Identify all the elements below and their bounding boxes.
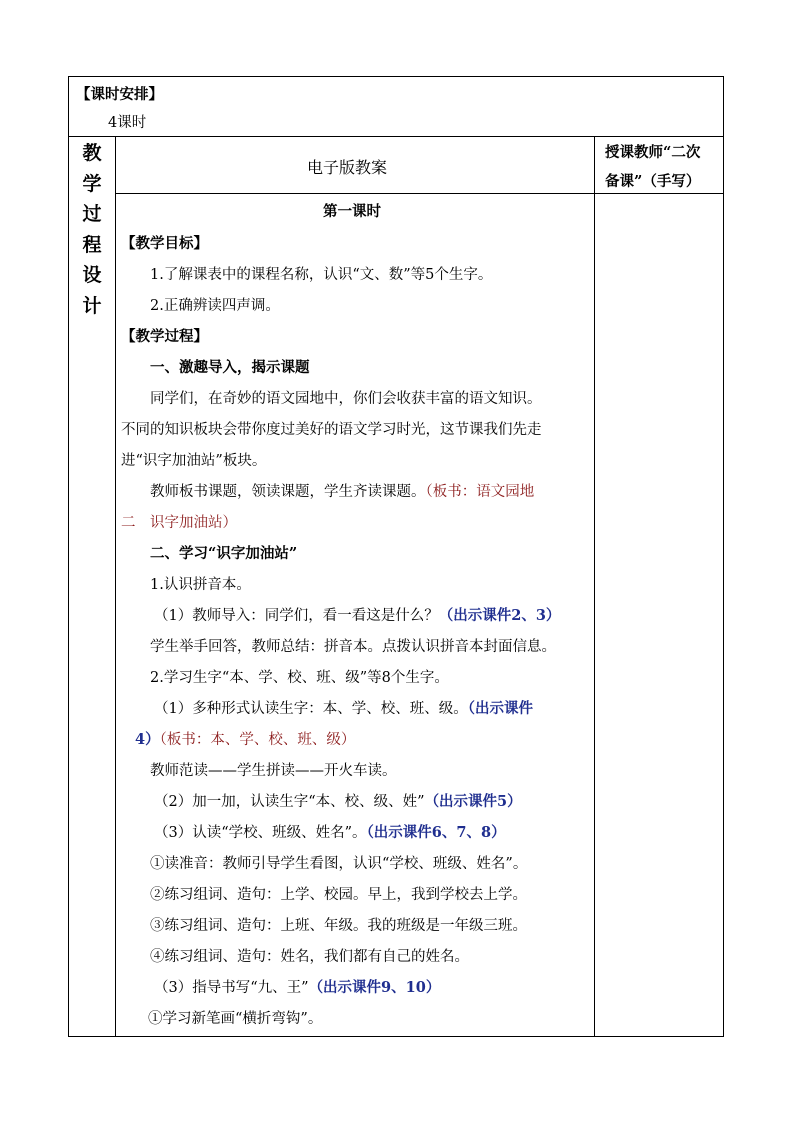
- step-4: ④练习组词、造句：姓名，我们都有自己的姓名。: [150, 949, 469, 965]
- item-2-sub-2: [154, 792, 522, 812]
- part1-board-text: 教师板书课题，领读课题，学生齐读课题。: [150, 484, 426, 500]
- part2-heading: 二、学习“识字加油站”: [150, 545, 298, 562]
- board-writing-note: （板书：语文园地: [425, 484, 535, 500]
- part1-text-line: [150, 482, 534, 502]
- schedule-hours: 4课时: [108, 115, 147, 131]
- stroke-step: ①学习新笔画“横折弯钩”。: [148, 1011, 323, 1027]
- item-text: （3）指导书写“九、王”: [154, 980, 309, 996]
- item-text: （3）认读“学校、班级、姓名”。: [154, 825, 367, 841]
- courseware-note: （出示课件9、10）: [308, 979, 441, 996]
- item-2-sub-3: [154, 823, 506, 843]
- courseware-note: 4）: [135, 731, 160, 748]
- col-divider-right: [594, 136, 595, 1037]
- col-divider-left: [115, 136, 116, 1037]
- board-writing-note: 二 识字加油站）: [121, 515, 237, 531]
- item-1-sub-1-line2: 学生举手回答，教师总结：拼音本。点拨认识拼音本封面信息。: [150, 639, 556, 655]
- item-text: （1）教师导入：同学们，看一看这是什么？: [154, 608, 439, 624]
- item-text: （2）加一加，认读生字“本、校、级、姓”: [154, 794, 425, 810]
- courseware-note: （出示课件2、3）: [438, 607, 561, 624]
- part1-heading: 一、激趣导入，揭示课题: [150, 359, 310, 376]
- side-label-char: 程: [82, 233, 102, 256]
- board-writing-note: （板书：本、学、校、班、级）: [159, 732, 356, 748]
- step-3: ③练习组词、造句：上班、年级。我的班级是一年级三班。: [150, 918, 527, 934]
- section-title: 第一课时: [323, 203, 381, 220]
- step-1: ①读准音：教师引导学生看图，认识“学校、班级、姓名”。: [150, 856, 528, 872]
- goals-heading: 【教学目标】: [121, 235, 208, 252]
- goal-1: 1.了解课表中的课程名称，认识“文、数”等5个生字。: [150, 267, 493, 283]
- item-2-sub-1-line3: 教师范读——学生拼读——开火车读。: [150, 763, 397, 779]
- side-label-char: 过: [82, 203, 102, 225]
- process-heading: 【教学过程】: [121, 328, 208, 345]
- courseware-note: （出示课件6、7、8）: [366, 824, 506, 841]
- courseware-note: （出示课件5）: [424, 793, 522, 810]
- side-label-char: 计: [82, 294, 102, 317]
- lesson-plan-table: [68, 76, 725, 1038]
- right-column-title-line2: 备课”（手写）: [605, 173, 701, 190]
- item-2-sub-4: [154, 978, 440, 998]
- main-column-title: 电子版教案: [307, 158, 388, 177]
- side-label-char: 教: [82, 142, 102, 164]
- schedule-heading: 【课时安排】: [76, 86, 163, 103]
- step-2: ②练习组词、造句：上学、校园。早上，我到学校去上学。: [150, 887, 527, 903]
- row-divider-schedule: [68, 136, 724, 137]
- goal-2: 2.正确辨读四声调。: [150, 298, 280, 314]
- side-label: [80, 138, 104, 321]
- item-1: 1.认识拼音本。: [150, 577, 251, 593]
- right-column-title-line1: 授课教师“二次: [605, 144, 701, 161]
- part1-text-line: 不同的知识板块会带你度过美好的语文学习时光，这节课我们先走: [121, 422, 542, 438]
- item-2-sub-1: [154, 699, 533, 719]
- item-text: （1）多种形式认读生字：本、学、校、班、级。: [154, 701, 468, 717]
- item-1-sub-1: [154, 606, 560, 626]
- courseware-note: （出示课件: [467, 700, 533, 717]
- item-2-sub-1-line2: [135, 730, 355, 750]
- part1-text-line: 同学们，在奇妙的语文园地中，你们会收获丰富的语文知识。: [150, 391, 542, 407]
- side-label-char: 设: [82, 264, 102, 286]
- side-label-char: 学: [82, 172, 102, 195]
- part1-text-line: 进“识字加油站”板块。: [121, 453, 267, 469]
- item-2: 2.学习生字“本、学、校、班、级”等8个生字。: [150, 670, 449, 686]
- row-divider-header: [115, 193, 724, 194]
